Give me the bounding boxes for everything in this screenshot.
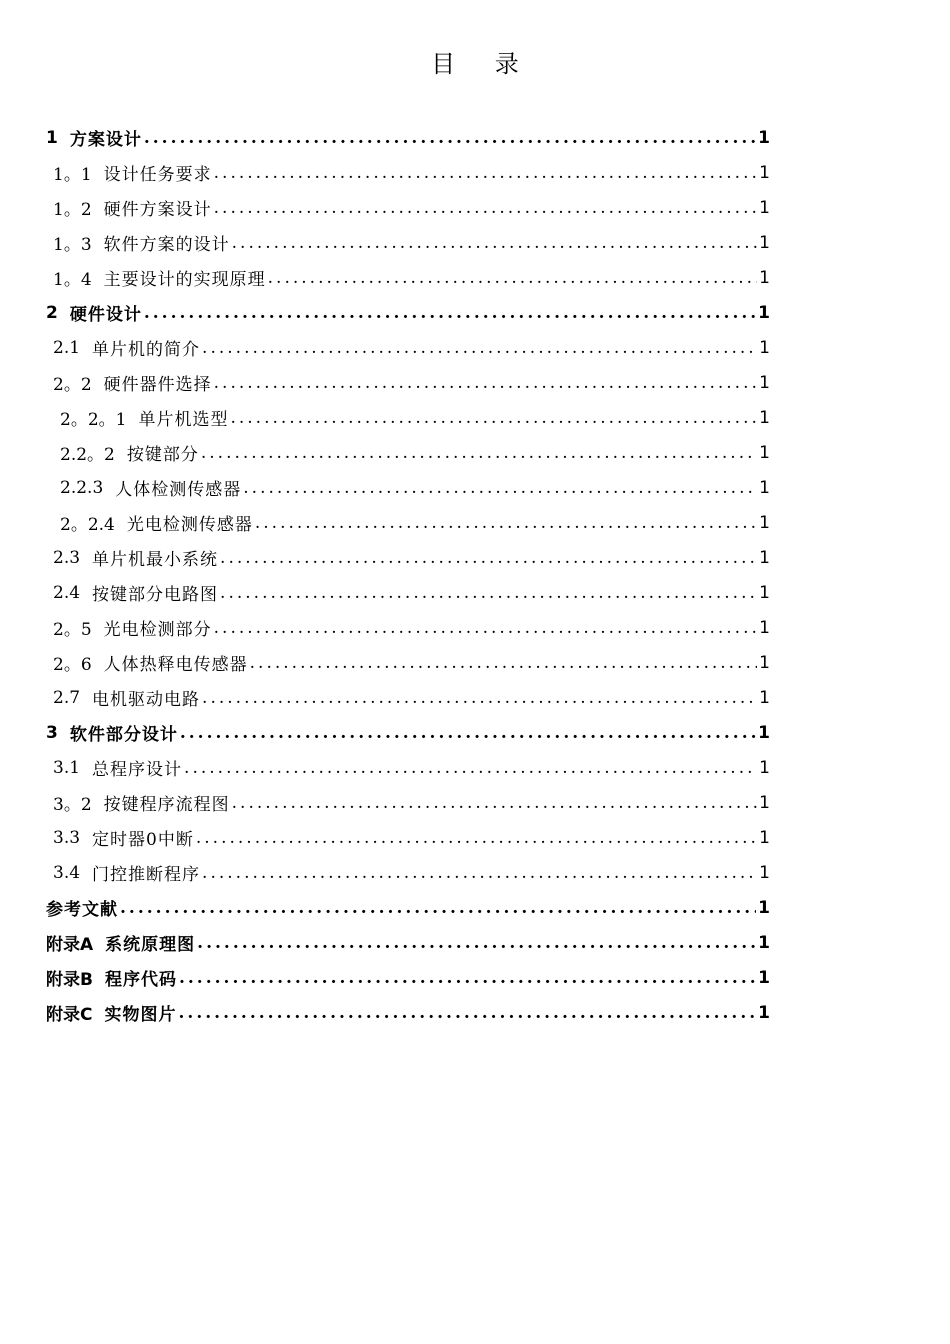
- toc-entry-page: 1: [758, 722, 770, 743]
- toc-entry-number: 2。2.4: [60, 515, 115, 535]
- toc-entry[interactable]: [46, 260, 770, 295]
- toc-entry-number: 1。3: [53, 235, 92, 255]
- toc-entry-page: 1: [759, 827, 770, 848]
- toc-entry-number: 2.2。2: [60, 445, 115, 465]
- toc-entry-title: 主要设计的实现原理: [103, 270, 266, 290]
- toc-entry-page: 1: [759, 267, 770, 288]
- toc-entry[interactable]: [46, 960, 770, 995]
- toc-entry[interactable]: [46, 540, 770, 575]
- toc-entry[interactable]: [46, 365, 770, 400]
- toc-dot-leader: [179, 968, 756, 988]
- toc-entry-number: 2。6: [53, 655, 92, 675]
- toc-entry[interactable]: [46, 330, 770, 365]
- toc-dot-leader: [230, 408, 757, 428]
- toc-entry[interactable]: [46, 750, 770, 785]
- toc-dot-leader: [184, 758, 757, 778]
- toc-entry-title: 人体检测传感器: [115, 480, 242, 500]
- toc-entry[interactable]: [46, 225, 770, 260]
- toc-entry[interactable]: [46, 400, 770, 435]
- toc-entry-page: 1: [758, 302, 770, 323]
- toc-entry-title: 按键部分电路图: [92, 585, 219, 605]
- toc-entry-number: 2.2.3: [60, 477, 104, 498]
- toc-entry-number: 附录C: [46, 1005, 93, 1025]
- toc-entry-title: 软件部分设计: [69, 725, 178, 745]
- toc-entry-title: 硬件方案设计: [103, 200, 212, 220]
- toc-entry[interactable]: [46, 715, 770, 750]
- toc-entry-page: 1: [758, 1002, 770, 1023]
- toc-entry-page: 1: [759, 337, 770, 358]
- toc-entry[interactable]: [46, 575, 770, 610]
- toc-entry-title: 程序代码: [104, 970, 177, 990]
- toc-entry-number: 1。2: [53, 200, 92, 220]
- toc-entry-number: 3.3: [53, 827, 81, 848]
- toc-entry-page: 1: [759, 407, 770, 428]
- toc-dot-leader: [144, 128, 756, 148]
- toc-entry-page: 1: [759, 792, 770, 813]
- toc-entry[interactable]: [46, 190, 770, 225]
- toc-dot-leader: [255, 513, 757, 533]
- toc-entry-page: 1: [758, 967, 770, 988]
- toc-entry-number: 附录B: [46, 970, 93, 990]
- toc-entry[interactable]: [46, 680, 770, 715]
- toc-entry-title: 参考文献: [46, 900, 118, 920]
- toc-entry[interactable]: [46, 120, 770, 155]
- toc-entry-title: 设计任务要求: [103, 165, 212, 185]
- toc-entry-number: 2.7: [53, 687, 81, 708]
- toc-entry[interactable]: [46, 855, 770, 890]
- toc-entry[interactable]: [46, 995, 770, 1030]
- toc-entry-number: 2。2。1: [60, 410, 127, 430]
- toc-entry-number: 附录A: [46, 935, 94, 955]
- toc-dot-leader: [201, 443, 757, 463]
- toc-entry-page: 1: [759, 162, 770, 183]
- toc-entry-title: 门控推断程序: [92, 865, 201, 885]
- toc-entry-page: 1: [759, 757, 770, 778]
- toc-dot-leader: [202, 688, 757, 708]
- toc-entry[interactable]: [46, 435, 770, 470]
- toc-dot-leader: [197, 933, 756, 953]
- toc-entry[interactable]: [46, 295, 770, 330]
- toc-entry-number: 3.1: [53, 757, 81, 778]
- toc-entry-title: 光电检测传感器: [126, 515, 253, 535]
- toc-entry-number: 2.1: [53, 337, 81, 358]
- toc-dot-leader: [214, 163, 758, 183]
- toc-entry-page: 1: [758, 127, 770, 148]
- toc-dot-leader: [202, 863, 757, 883]
- toc-entry-number: 2.3: [53, 547, 81, 568]
- toc-entry[interactable]: [46, 505, 770, 540]
- toc-dot-leader: [144, 303, 756, 323]
- toc-entry-title: 硬件器件选择: [103, 375, 212, 395]
- toc-dot-leader: [120, 898, 756, 918]
- toc-dot-leader: [250, 653, 758, 673]
- toc-entry-title: 按键部分: [126, 445, 199, 465]
- toc-entry-title: 人体热释电传感器: [103, 655, 248, 675]
- toc-entry-title: 光电检测部分: [103, 620, 212, 640]
- page-title: 目 录: [431, 50, 535, 78]
- toc-entry-title: 定时器0中断: [92, 830, 194, 850]
- toc-dot-leader: [220, 583, 757, 603]
- toc-entry[interactable]: [46, 610, 770, 645]
- toc-dot-leader: [202, 338, 757, 358]
- toc-entry-page: 1: [759, 617, 770, 638]
- toc-entry-number: 2。2: [53, 375, 92, 395]
- toc-entry-number: 1。4: [53, 270, 92, 290]
- toc-entry-page: 1: [759, 477, 770, 498]
- toc-entry-title: 软件方案的设计: [103, 235, 230, 255]
- toc-entry-number: 2.4: [53, 582, 81, 603]
- toc-entry-page: 1: [759, 372, 770, 393]
- toc-entry-number: 2。5: [53, 620, 92, 640]
- toc-entry-number: 3。2: [53, 795, 92, 815]
- toc-entry[interactable]: [46, 925, 770, 960]
- toc-entry-title: 总程序设计: [92, 760, 183, 780]
- toc-dot-leader: [196, 828, 757, 848]
- toc-entry[interactable]: [46, 155, 770, 190]
- toc-entry-number: 3: [46, 722, 58, 743]
- toc-entry-page: 1: [759, 547, 770, 568]
- toc-entry[interactable]: [46, 785, 770, 820]
- toc-entry-page: 1: [759, 652, 770, 673]
- toc-dot-leader: [243, 478, 757, 498]
- toc-entry-page: 1: [759, 582, 770, 603]
- toc-entry[interactable]: [46, 470, 770, 505]
- toc-dot-leader: [232, 793, 758, 813]
- toc-entry[interactable]: [46, 890, 770, 925]
- toc-entry-number: 1: [46, 127, 58, 148]
- table-of-contents: [46, 120, 770, 1030]
- toc-entry-title: 方案设计: [69, 130, 142, 150]
- toc-entry-page: 1: [759, 687, 770, 708]
- toc-entry-page: 1: [758, 932, 770, 953]
- toc-entry-page: 1: [758, 897, 770, 918]
- toc-entry-title: 单片机最小系统: [92, 550, 219, 570]
- toc-entry-title: 实物图片: [104, 1005, 177, 1025]
- toc-entry-page: 1: [759, 442, 770, 463]
- toc-dot-leader: [180, 723, 756, 743]
- toc-dot-leader: [178, 1003, 756, 1023]
- toc-entry-page: 1: [759, 197, 770, 218]
- toc-entry-number: 1。1: [53, 165, 92, 185]
- toc-entry-page: 1: [759, 512, 770, 533]
- toc-entry-title: 按键程序流程图: [103, 795, 230, 815]
- toc-dot-leader: [214, 373, 758, 393]
- toc-entry-number: 3.4: [53, 862, 81, 883]
- toc-entry-title: 电机驱动电路: [92, 690, 201, 710]
- toc-dot-leader: [232, 233, 758, 253]
- toc-entry[interactable]: [46, 820, 770, 855]
- toc-dot-leader: [220, 548, 757, 568]
- toc-dot-leader: [214, 198, 758, 218]
- toc-entry[interactable]: [46, 645, 770, 680]
- toc-entry-title: 单片机的简介: [92, 340, 201, 360]
- toc-entry-page: 1: [759, 232, 770, 253]
- toc-entry-page: 1: [759, 862, 770, 883]
- toc-dot-leader: [214, 618, 758, 638]
- toc-entry-title: 系统原理图: [105, 935, 196, 955]
- toc-dot-leader: [268, 268, 758, 288]
- toc-entry-title: 硬件设计: [69, 305, 142, 325]
- toc-entry-number: 2: [46, 302, 58, 323]
- toc-entry-title: 单片机选型: [138, 410, 229, 430]
